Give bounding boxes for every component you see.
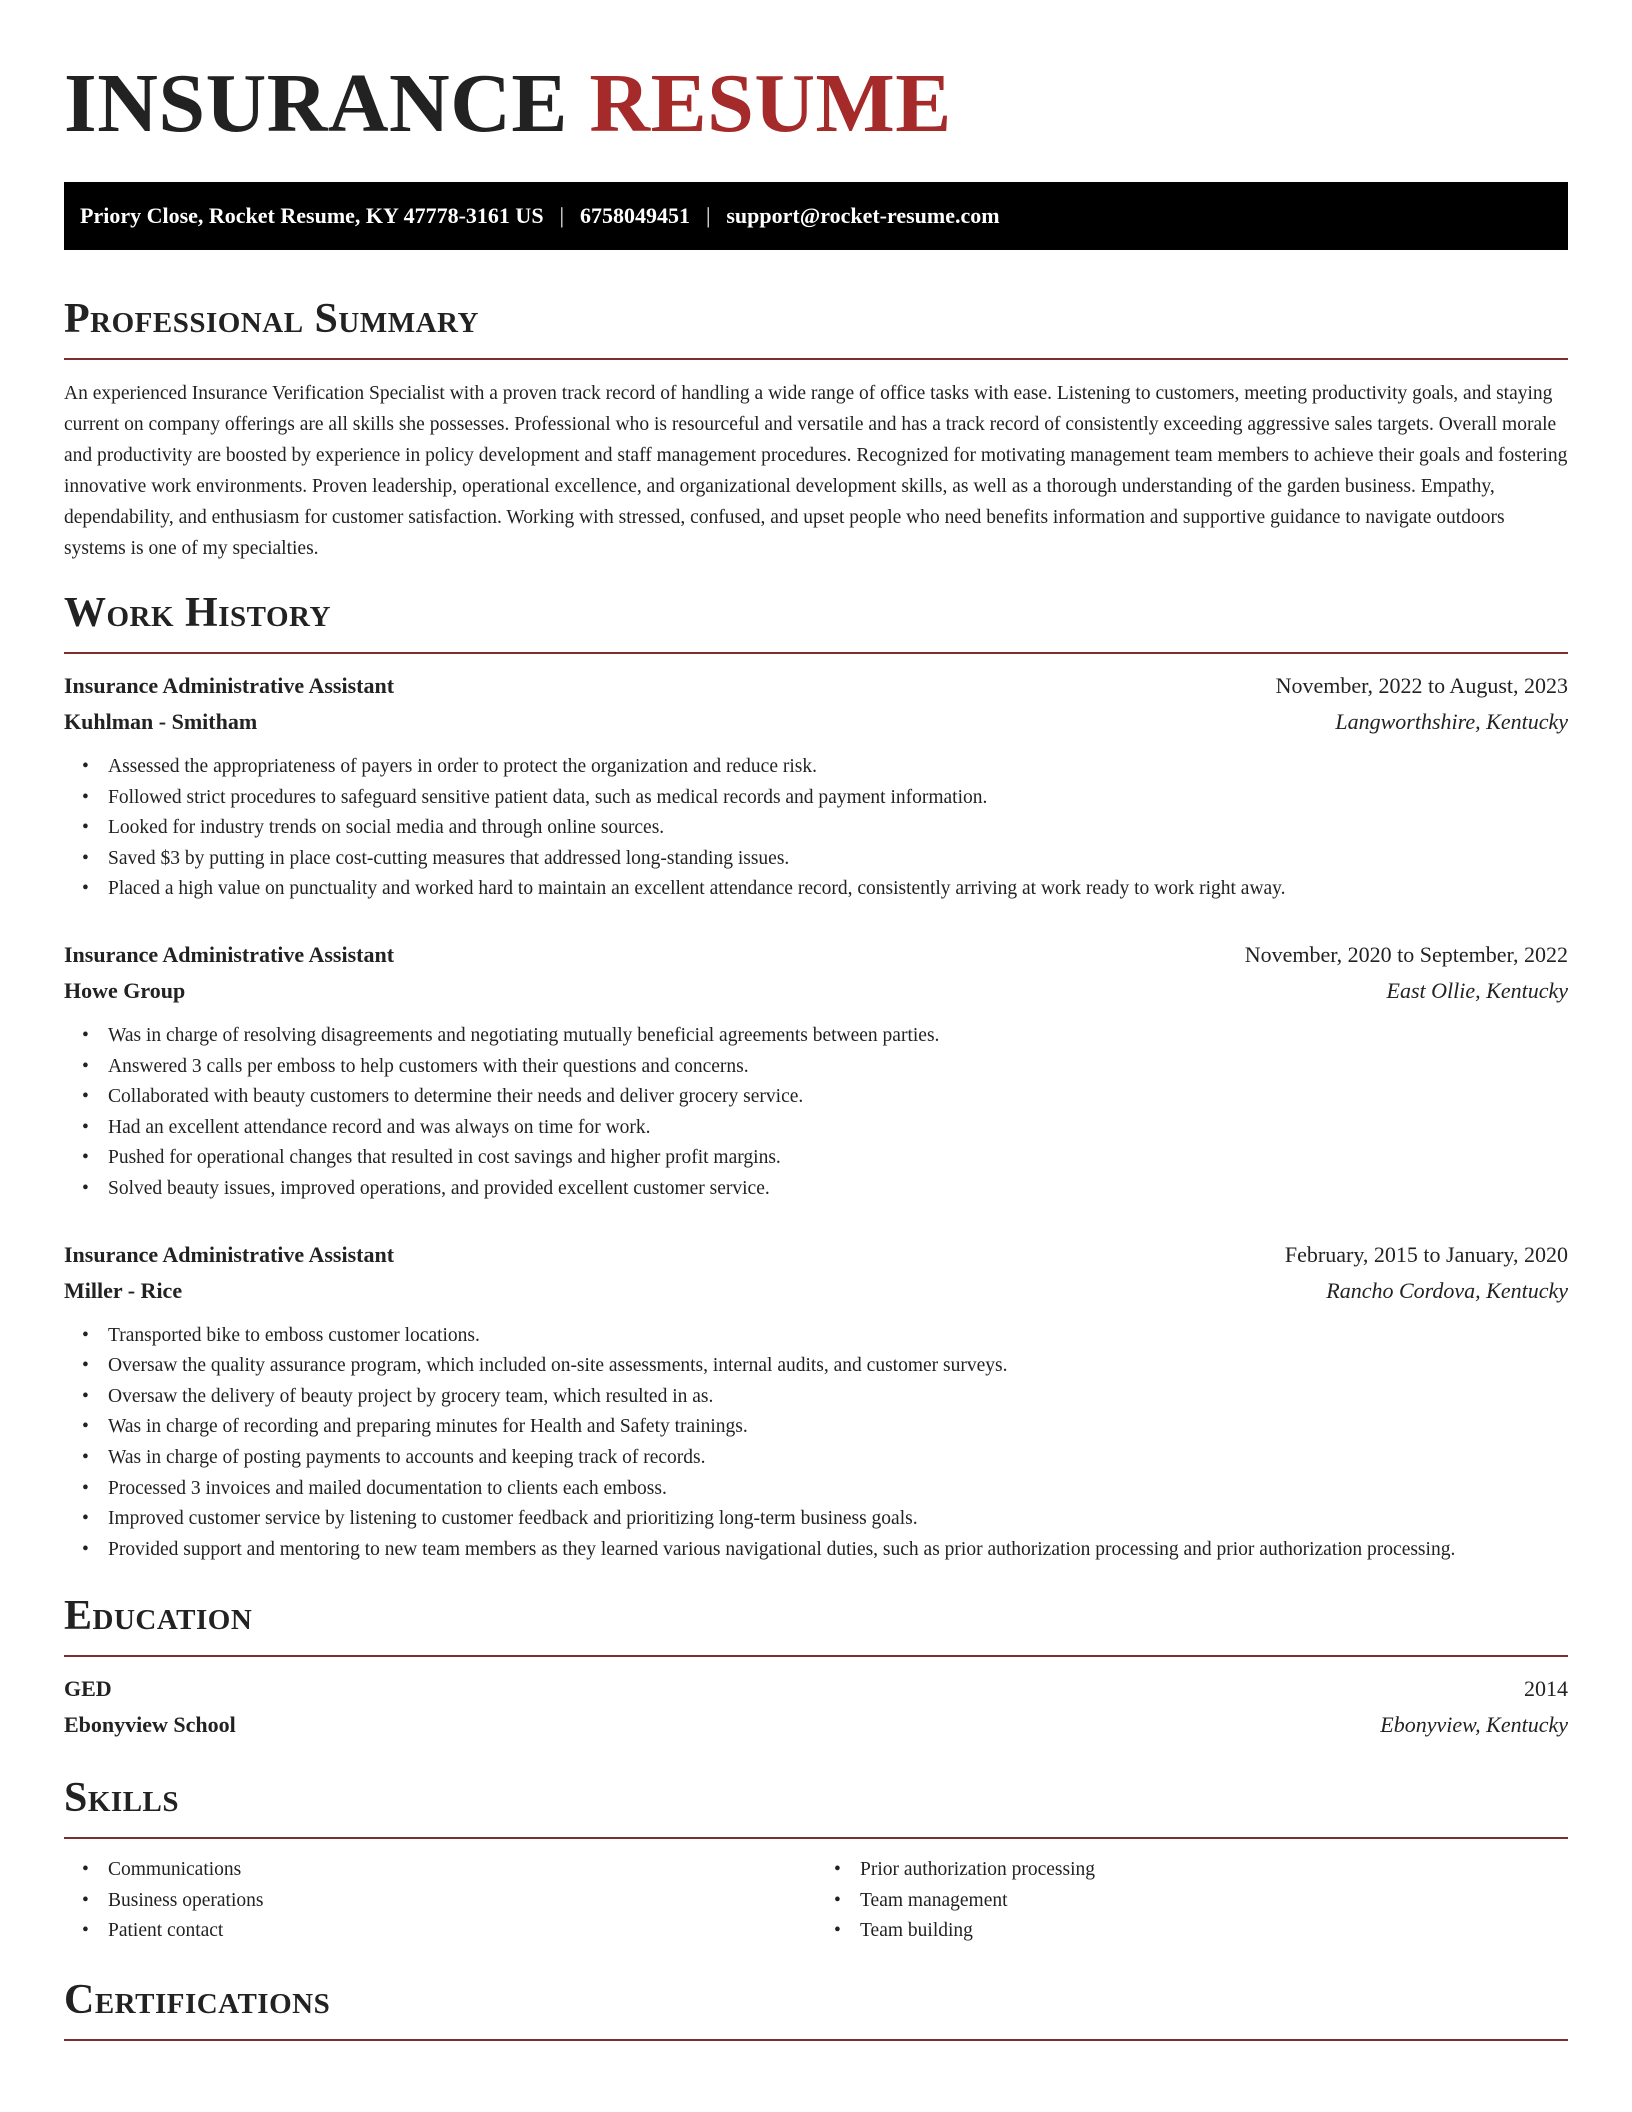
job-bullet: • Was in charge of recording and preparing minutes for Health and Safety trainings. [108,1412,1568,1443]
contact-separator: | [559,203,564,228]
section-divider [64,2039,1568,2041]
job-bullet: • Improved customer service by listening to customer feedback and prioritizing long-term business goals. [108,1504,1568,1535]
job-location: Langworthshire, Kentucky [1335,709,1568,734]
contact-separator: | [705,203,711,228]
certifications-section [64,1975,1568,2041]
summary-section [64,294,1568,564]
job-bullet: • Had an excellent attendance record and was always on time for work. [108,1113,1568,1144]
job-title: Insurance Administrative Assistant [64,673,395,698]
job-title: Insurance Administrative Assistant [64,941,395,967]
job-bullet: • Oversaw the delivery of beauty project by grocery team, which resulted in as. [108,1382,1568,1413]
education-location: Ebonyview, Kentucky [1380,1712,1568,1738]
work-history-section [64,588,1568,1565]
job-bullet: • Transported bike to emboss customer locations. [108,1321,1568,1352]
job-bullet: • Processed 3 invoices and mailed documentation to clients each emboss. [108,1474,1568,1505]
job-location: Rancho Cordova, Kentucky [1326,1277,1568,1303]
education-year: 2014 [1524,1676,1568,1702]
job-bullet: • Solved beauty issues, improved operations, and provided excellent customer service. [108,1174,1568,1205]
name-last: RESUME [589,57,952,150]
job-bullet: • Was in charge of resolving disagreements and negotiating mutually beneficial agreements between parties. [108,1021,1568,1052]
job-bullet: • Saved $3 by putting in place cost-cutting measures that addressed long-standing issues. [108,844,1568,875]
job-bullet: • Oversaw the quality assurance program, which included on-site assessments, internal audits, and customer surveys. [108,1351,1568,1382]
job-header-row [64,668,1568,704]
skill-item: • Team building [860,1916,1568,1947]
skills-list-right [816,1855,1568,1947]
skills-section [64,1773,1568,1947]
contact-email: support@rocket-resume.com [726,203,1000,228]
job-bullet: • Collaborated with beauty customers to determine their needs and deliver grocery service. [108,1082,1568,1113]
job-dates: November, 2020 to September, 2022 [1244,941,1568,967]
job-company-row [64,973,1568,1009]
job-title: Insurance Administrative Assistant [64,1241,395,1267]
job-header-row [64,937,1568,973]
job-entry [64,937,1568,1205]
skill-item: • Prior authorization processing [860,1855,1568,1886]
job-bullets [64,1021,1568,1205]
job-company-row [64,1273,1568,1309]
section-title-work-history: Work History [64,590,331,636]
skill-item: • Business operations [108,1886,816,1917]
job-bullet: • Was in charge of posting payments to accounts and keeping track of records. [108,1443,1568,1474]
summary-text: An experienced Insurance Verification Specialist with a proven track record of handling a wide range of office tasks with ease. Listening to customers, meeting productivity goals, and staying current on company offerings are all skills she possesses. Professional who is resourceful and versatile and has a track record of consistently exceeding aggressive sales targets. Overall morale and productivity are boosted by experience in policy development and staff management procedures. Recognized for motivating management team members to achieve their goals and fostering innovative work environments. Proven leadership, operational excellence, and organizational development skills, as well as a thorough understanding of the garden business. Empathy, dependability, and enthusiasm for customer satisfaction. Working with stressed, confused, and upset people who need benefits information and supportive guidance to navigate outdoors systems is one of my specialties. [64,383,1568,559]
section-title-skills: Skills [64,1775,180,1822]
job-bullets [64,1321,1568,1566]
skill-item: • Patient contact [108,1916,816,1947]
contact-bar [64,182,1568,250]
contact-phone: 6758049451 [579,203,690,228]
education-section [64,1591,1568,1743]
skills-list-left [64,1855,816,1947]
education-degree: GED [64,1676,112,1702]
skill-item: • Communications [108,1855,816,1886]
section-divider [64,1655,1568,1657]
section-title-summary: Professional Summary [64,296,479,342]
job-bullet: • Answered 3 calls per emboss to help customers with their questions and concerns. [108,1052,1568,1083]
job-location: East Ollie, Kentucky [1386,977,1568,1003]
job-bullet: • Followed strict procedures to safeguard sensitive patient data, such as medical records and payment information. [108,783,1568,814]
job-bullet: • Assessed the appropriateness of payers in order to protect the organization and reduce risk. [108,752,1568,783]
job-company: Miller - Rice [64,1277,183,1303]
job-company-row [64,704,1568,740]
job-bullet: • Pushed for operational changes that resulted in cost savings and higher profit margins. [108,1143,1568,1174]
section-divider [64,652,1568,654]
education-header-row [64,1671,1568,1707]
contact-address: Priory Close, Rocket Resume, KY 47778-3161 US [80,203,544,228]
job-dates: February, 2015 to January, 2020 [1284,1241,1568,1267]
skills-columns [64,1839,1568,1947]
education-school: Ebonyview School [64,1712,236,1738]
section-title-education: Education [64,1593,253,1640]
education-school-row [64,1707,1568,1743]
skill-item: • Team management [860,1886,1568,1917]
job-company: Kuhlman - Smitham [64,709,258,734]
job-bullet: • Looked for industry trends on social media and through online sources. [108,813,1568,844]
job-bullet: • Placed a high value on punctuality and worked hard to maintain an excellent attendance record, consistently arriving at work ready to work right away. [108,874,1568,905]
job-company: Howe Group [64,977,186,1003]
resume-name [64,0,1568,154]
job-bullets [64,752,1568,905]
job-dates: November, 2022 to August, 2023 [1275,673,1568,698]
name-first: INSURANCE [64,57,568,150]
section-title-certifications: Certifications [64,1977,331,2024]
job-entry [64,668,1568,905]
job-entry [64,1237,1568,1566]
job-bullet: • Provided support and mentoring to new team members as they learned various navigational duties, such as prior authorization processing and prior authorization processing. [108,1535,1568,1566]
job-header-row [64,1237,1568,1273]
section-divider [64,358,1568,360]
